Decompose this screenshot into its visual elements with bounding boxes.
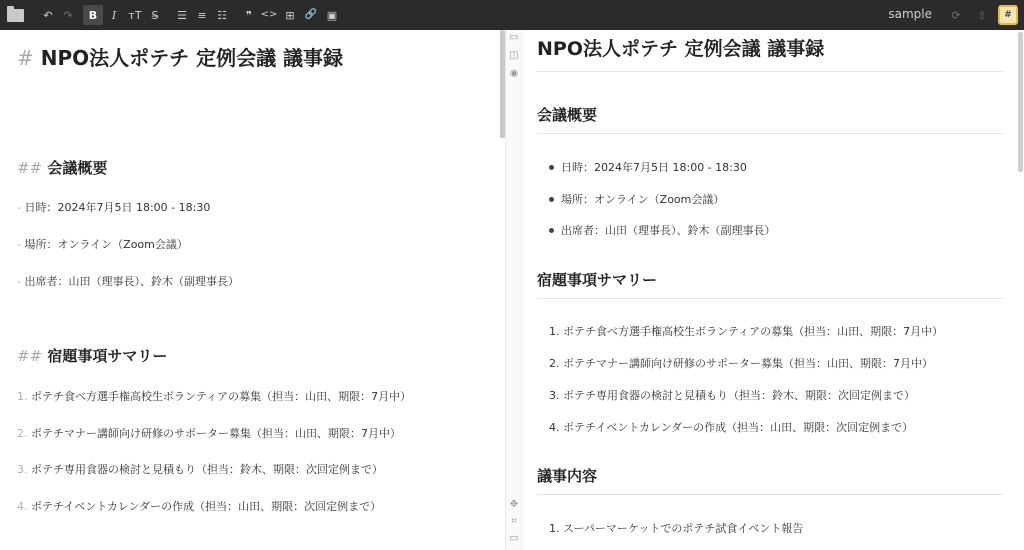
preview-numbered-item: 3. ポテチ専用食器の検討と見積もり（担当：鈴木、期限：次回定例まで） [549, 389, 915, 402]
italic-button[interactable]: I [111, 8, 117, 22]
heading-mark: # [17, 46, 34, 70]
editor-section-text: 宿題事項サマリー [47, 347, 168, 365]
document-title[interactable]: sample [888, 7, 932, 21]
editor-section-heading [17, 345, 167, 366]
folder-icon[interactable] [7, 9, 24, 22]
preview-list-item: 日時：2024年7月5日 18:00 - 18:30 [549, 159, 747, 175]
toolbar [0, 0, 1024, 30]
editor-list-item: - 場所：オンライン（Zoom会議） [17, 238, 188, 251]
upload-icon[interactable]: ⇧ [977, 8, 987, 22]
preview-numbered-item: 2. ポテチマナー講師向け研修のサポーター募集（担当：山田、期限：7月中） [549, 357, 933, 370]
table-button[interactable]: ⊞ [285, 8, 295, 22]
preview-section-heading: 宿題事項サマリー [537, 269, 1003, 299]
heading-button[interactable]: ᴛT [128, 8, 142, 22]
sync-icon[interactable]: ⟳ [951, 8, 961, 22]
view-mode-strip [505, 30, 524, 550]
image-button[interactable]: ▣ [326, 8, 338, 22]
editor-section-text: 会議概要 [47, 159, 108, 177]
heading-mark: ## [17, 159, 43, 177]
editor-numbered-item: 1. ポテチ食べ方選手権高校生ボランティアの募集（担当：山田、期限：7月中） [17, 390, 412, 403]
editor-only-icon[interactable]: ▭ [509, 32, 519, 43]
strikethrough-button[interactable]: S̶ [151, 8, 159, 22]
editor-numbered-item: 4. ポテチイベントカレンダーの作成（担当：山田、期限：次回定例まで） [17, 500, 382, 513]
preview-numbered-item: 1. スーパーマーケットでのポテチ試食イベント報告 [549, 522, 804, 535]
preview-scrollbar[interactable] [1018, 32, 1023, 172]
preview-numbered-item: 1. ポテチ食べ方選手権高校生ボランティアの募集（担当：山田、期限：7月中） [549, 325, 944, 338]
fullscreen-icon[interactable]: ⌗ [511, 516, 517, 527]
preview-only-icon[interactable]: ◉ [509, 68, 519, 79]
preview-list-item: 場所：オンライン（Zoom会議） [549, 191, 724, 207]
link-button[interactable]: 🔗 [304, 9, 318, 20]
app-badge-icon[interactable]: # [998, 5, 1018, 25]
editor-list-item: - 日時：2024年7月5日 18:00 - 18:30 [17, 201, 211, 214]
bold-button[interactable]: B [83, 5, 103, 25]
editor-list-item: - 出席者：山田（理事長）、鈴木（副理事長） [17, 275, 239, 288]
quote-button[interactable]: ❞ [246, 8, 252, 22]
editor-title-text: NPO法人ポテチ 定例会議 議事録 [40, 46, 344, 70]
preview-section-heading: 会議概要 [537, 104, 1003, 134]
numbered-list-button[interactable]: ≡ [197, 8, 207, 22]
heading-mark: ## [17, 347, 43, 365]
redo-icon[interactable]: ↷ [63, 8, 73, 22]
sync-scroll-icon[interactable]: ✥ [509, 499, 519, 510]
checklist-button[interactable]: ☷ [217, 8, 227, 22]
preview-numbered-item: 4. ポテチイベントカレンダーの作成（担当：山田、期限：次回定例まで） [549, 421, 914, 434]
preview-list-item: 出席者：山田（理事長）、鈴木（副理事長） [549, 222, 776, 238]
split-view-icon[interactable]: ◫ [509, 50, 519, 61]
undo-icon[interactable]: ↶ [43, 8, 53, 22]
preview-title: NPO法人ポテチ 定例会議 議事録 [537, 34, 1003, 72]
editor-numbered-item: 3. ポテチ専用食器の検討と見積もり（担当：鈴木、期限：次回定例まで） [17, 463, 383, 476]
present-icon[interactable]: ▭ [509, 533, 519, 544]
code-button[interactable]: <> [260, 9, 278, 20]
preview-section-heading: 議事内容 [537, 465, 1003, 495]
editor-numbered-item: 2. ポテチマナー講師向け研修のサポーター募集（担当：山田、期限：7月中） [17, 427, 401, 440]
editor-title [17, 42, 343, 71]
bullet-list-button[interactable]: ☰ [177, 8, 187, 22]
editor-section-heading [17, 157, 107, 178]
